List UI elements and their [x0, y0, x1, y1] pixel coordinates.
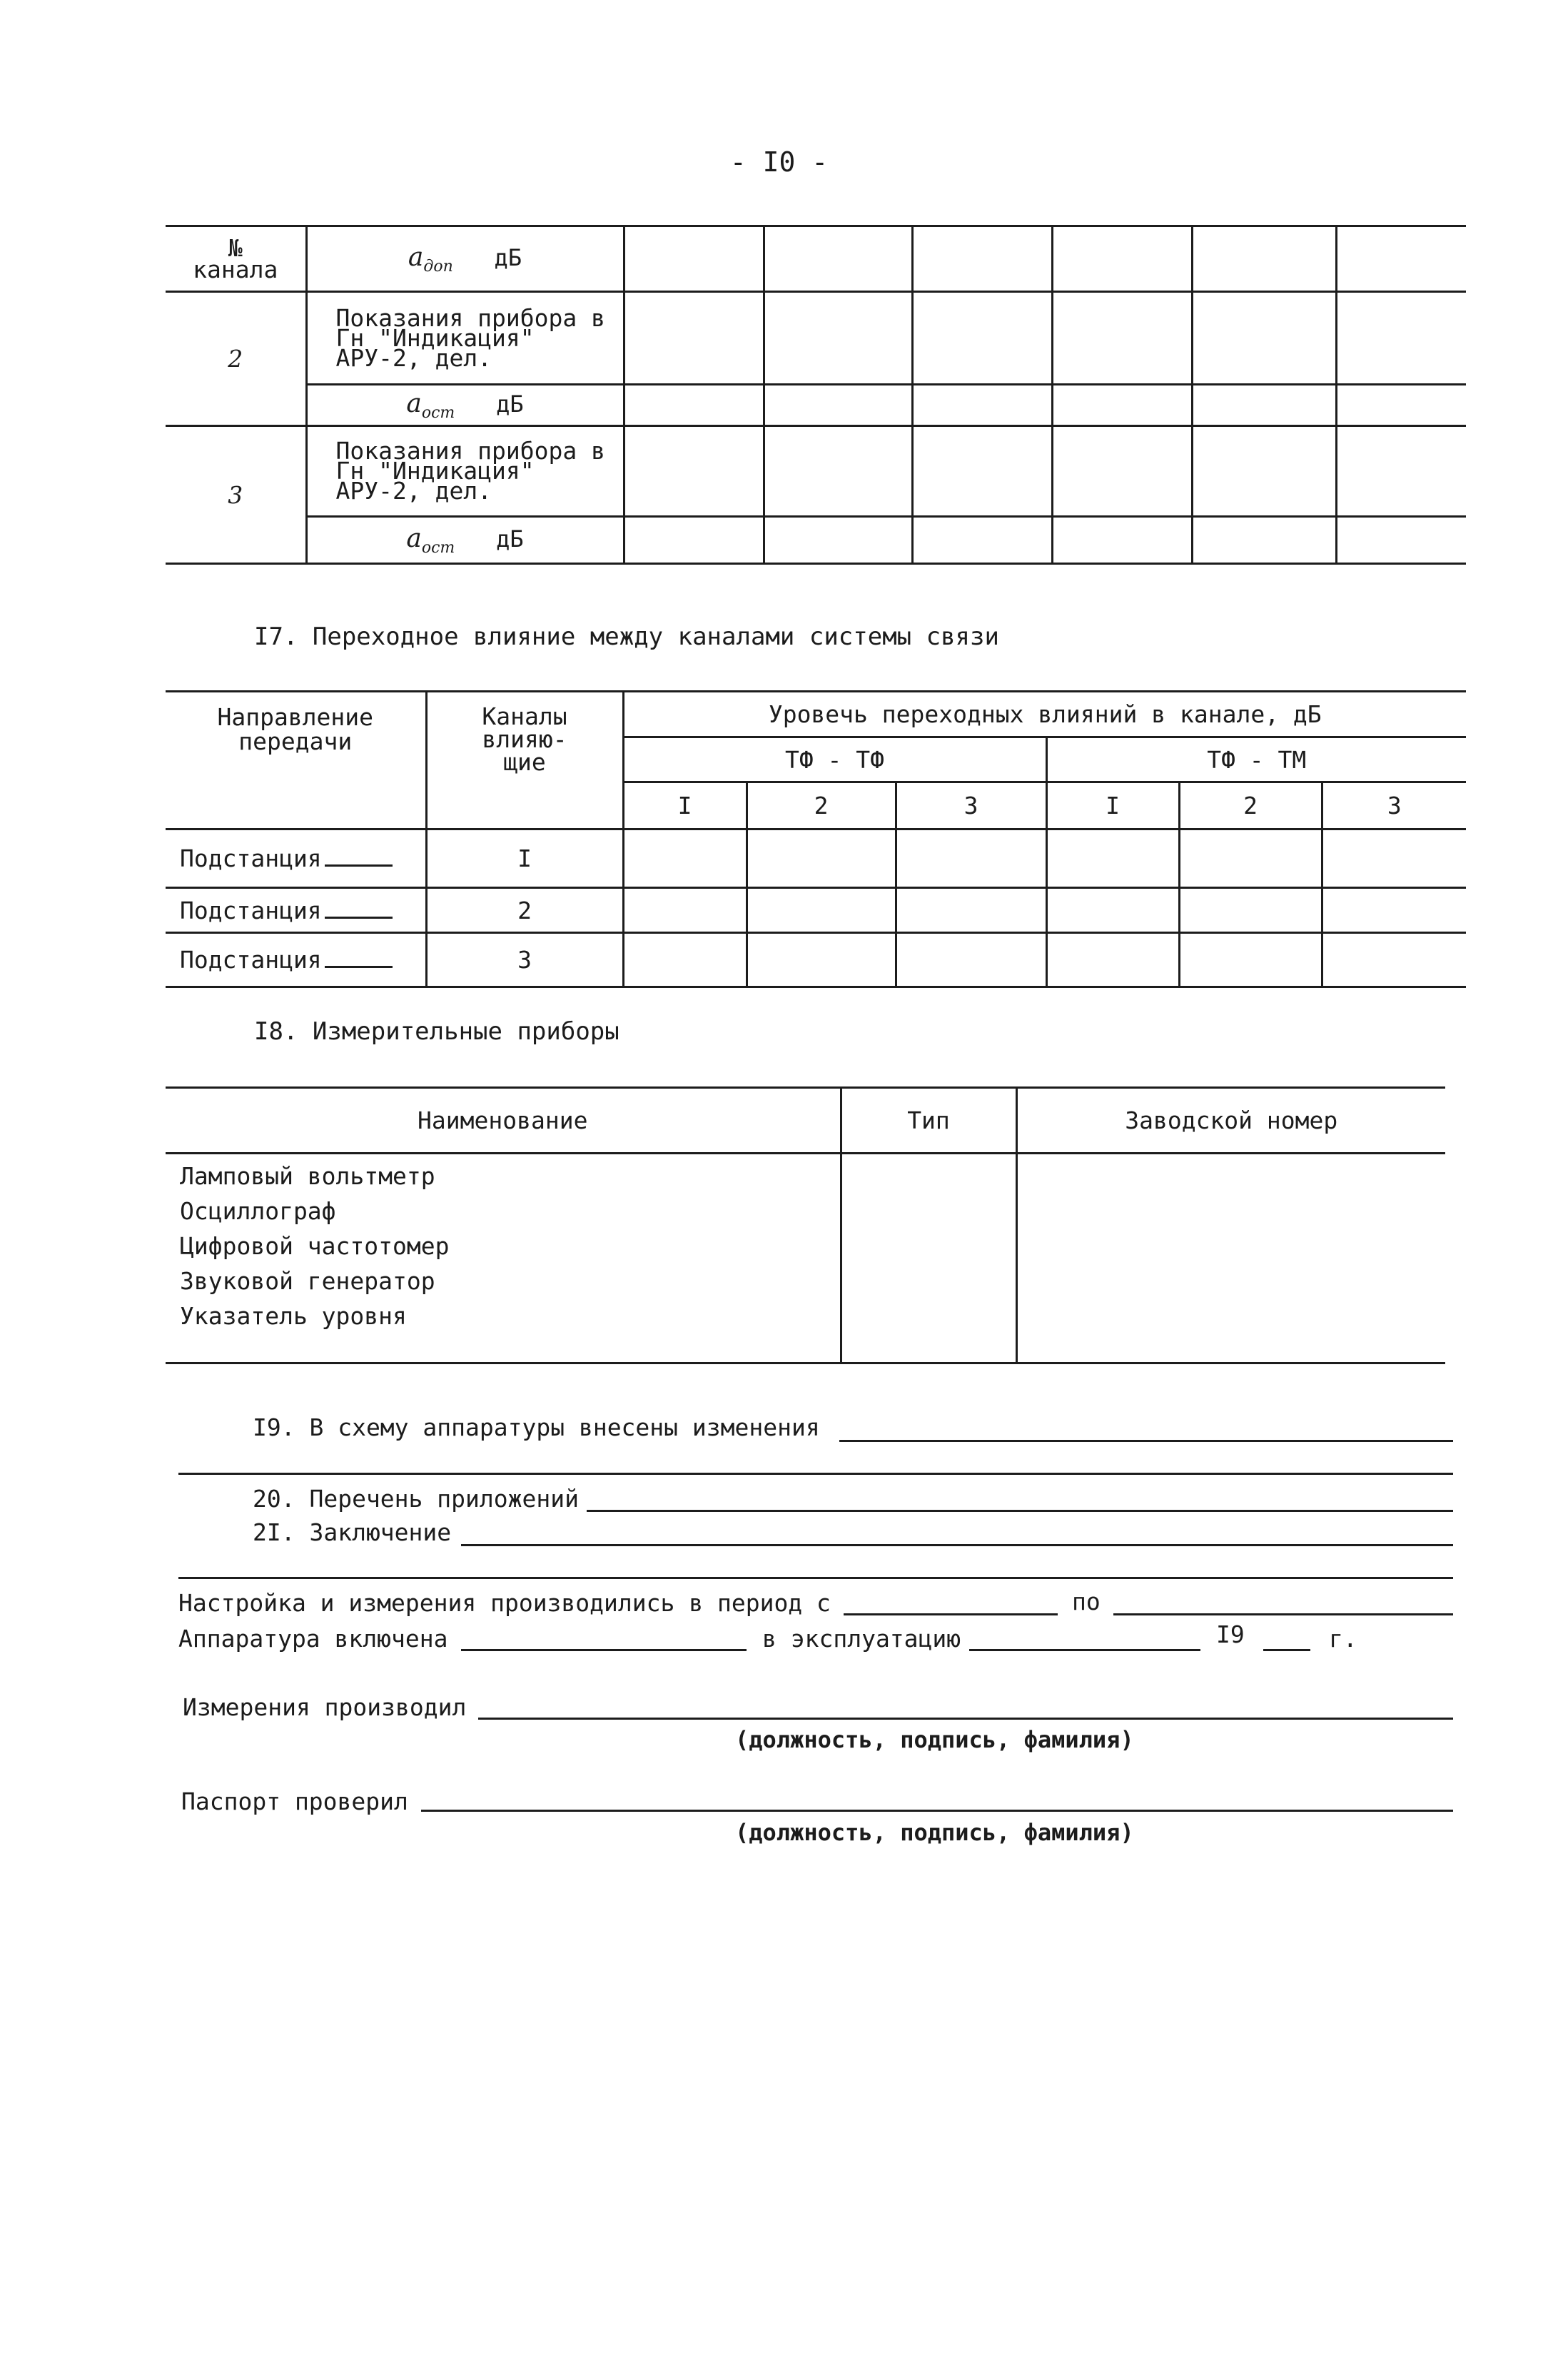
cell[interactable] — [624, 226, 764, 292]
cell[interactable] — [764, 292, 912, 385]
subcol-header: 3 — [1322, 782, 1466, 830]
cell[interactable] — [764, 517, 912, 564]
channel-measurement-table — [166, 225, 1466, 565]
measured-by-label: Измерения производил — [183, 1693, 467, 1721]
item-19-blank[interactable] — [839, 1440, 1453, 1442]
crosstalk-level-header: Уровечь переходных влияний в канале, дБ — [623, 692, 1466, 737]
blank-line[interactable] — [325, 966, 393, 968]
table-row — [166, 830, 1466, 888]
direction-cell[interactable] — [166, 830, 426, 888]
cell[interactable] — [1336, 426, 1466, 517]
type-column-header: Тип — [841, 1088, 1016, 1154]
table-row — [166, 888, 1466, 933]
list-item: Цифровой частотомер — [180, 1232, 450, 1260]
cell[interactable] — [1046, 888, 1179, 933]
item-20-label: 20. Перечень приложений — [253, 1485, 579, 1513]
cell[interactable] — [624, 385, 764, 426]
cell[interactable] — [623, 830, 747, 888]
cell[interactable] — [1192, 517, 1336, 564]
year-suffix: г. — [1329, 1625, 1357, 1653]
direction-header — [166, 692, 426, 830]
period-from-blank[interactable] — [844, 1613, 1058, 1615]
dop-subscript: доп — [423, 257, 453, 276]
cell[interactable] — [1322, 888, 1466, 933]
channel-3-a-ost-label — [306, 517, 624, 564]
label-line: АРУ-2, дел. — [335, 343, 492, 372]
cell[interactable] — [1192, 385, 1336, 426]
group-tf-tm: ТФ - ТМ — [1046, 737, 1466, 782]
section-17-heading: I7. Переходное влияние между каналами системы связи — [254, 622, 999, 651]
blank-line[interactable] — [325, 864, 393, 867]
unit-db: дБ — [496, 390, 524, 418]
cell[interactable] — [912, 292, 1052, 385]
channel-3-reading-label — [306, 426, 624, 517]
cell[interactable] — [1322, 933, 1466, 987]
cell[interactable] — [912, 517, 1052, 564]
cell[interactable] — [764, 226, 912, 292]
cell[interactable] — [747, 888, 896, 933]
header-line: щие — [503, 748, 546, 776]
channel-2-reading-label — [306, 292, 624, 385]
direction-cell[interactable] — [166, 888, 426, 933]
channel-2-a-ost-label — [306, 385, 624, 426]
cell[interactable] — [1336, 385, 1466, 426]
cell[interactable] — [1179, 830, 1322, 888]
substation-label: Подстанция — [180, 946, 322, 974]
period-label: Настройка и измерения производились в период с — [178, 1589, 831, 1617]
channel-word: канала — [193, 255, 278, 283]
cell[interactable] — [1052, 385, 1192, 426]
cell[interactable] — [896, 888, 1046, 933]
cell[interactable] — [624, 292, 764, 385]
serial-column-header: Заводской номер — [1016, 1088, 1445, 1154]
cell[interactable] — [896, 933, 1046, 987]
header-line: Каналы — [482, 702, 567, 730]
cell[interactable] — [764, 426, 912, 517]
measured-by-hint: (должность, подпись, фамилия) — [735, 1726, 1134, 1753]
label-line: Показания прибора в — [335, 437, 605, 465]
channel-cell: 3 — [426, 933, 623, 987]
substation-label: Подстанция — [180, 896, 322, 924]
list-item: Указатель уровня — [180, 1302, 407, 1330]
instrument-list — [166, 1154, 841, 1363]
cell[interactable] — [1192, 226, 1336, 292]
cell[interactable] — [624, 426, 764, 517]
channel-number-header — [166, 226, 306, 292]
instruments-table — [166, 1086, 1445, 1364]
subcol-header: 3 — [896, 782, 1046, 830]
cell[interactable] — [1052, 517, 1192, 564]
checked-by-blank[interactable] — [421, 1810, 1453, 1812]
subcol-header: 2 — [1179, 782, 1322, 830]
year-blank[interactable] — [1263, 1649, 1310, 1651]
cell[interactable] — [1192, 292, 1336, 385]
cell[interactable] — [912, 385, 1052, 426]
blank-line[interactable] — [325, 917, 393, 919]
serial-cell[interactable] — [1016, 1154, 1445, 1363]
ost-subscript: ост — [421, 403, 455, 422]
section-18-heading: I8. Измерительные приборы — [254, 1017, 619, 1046]
channel-2-number: 2 — [166, 292, 306, 426]
measured-by-blank[interactable] — [478, 1718, 1453, 1720]
subcol-header: I — [623, 782, 747, 830]
cell[interactable] — [1052, 226, 1192, 292]
a-symbol: a — [408, 242, 424, 272]
channel-cell: I — [426, 830, 623, 888]
included-label: Аппаратура включена — [178, 1625, 448, 1653]
included-blank[interactable] — [461, 1649, 747, 1651]
checked-by-hint: (должность, подпись, фамилия) — [735, 1819, 1134, 1846]
subcol-header: 2 — [747, 782, 896, 830]
header-line: Направление — [217, 703, 374, 731]
influencing-channels-header — [426, 692, 623, 830]
item-20-blank[interactable] — [587, 1510, 1453, 1512]
cell[interactable] — [623, 888, 747, 933]
cell[interactable] — [1179, 888, 1322, 933]
in-operation-blank[interactable] — [969, 1649, 1200, 1651]
cell[interactable] — [912, 226, 1052, 292]
cell[interactable] — [747, 933, 896, 987]
item-19-blank-continued[interactable] — [178, 1473, 1453, 1475]
cell[interactable] — [1046, 933, 1179, 987]
header-line: передачи — [238, 727, 353, 755]
cell[interactable] — [1179, 933, 1322, 987]
cell[interactable] — [1336, 226, 1466, 292]
list-item: Осциллограф — [180, 1197, 336, 1225]
group-tf-tf: ТФ - ТФ — [623, 737, 1046, 782]
channel-3-number: 3 — [166, 426, 306, 564]
unit-db: дБ — [496, 525, 524, 553]
list-item: Звуковой генератор — [180, 1267, 435, 1295]
label-line: Гн "Индикация" — [335, 457, 535, 485]
cell[interactable] — [1192, 426, 1336, 517]
in-operation-label: в эксплуатацию — [762, 1625, 961, 1653]
cell[interactable] — [747, 830, 896, 888]
item-21-label: 2I. Заключение — [253, 1518, 452, 1546]
a-symbol: a — [406, 388, 422, 418]
table-row — [166, 933, 1466, 987]
cell[interactable] — [1046, 830, 1179, 888]
cell[interactable] — [1322, 830, 1466, 888]
cell[interactable] — [1336, 292, 1466, 385]
number-sign: № — [228, 233, 243, 262]
page-number: - I0 - — [729, 146, 829, 178]
period-to-label: по — [1072, 1588, 1101, 1615]
period-to-blank[interactable] — [1113, 1613, 1453, 1615]
cell[interactable] — [1052, 426, 1192, 517]
name-column-header: Наименование — [166, 1088, 841, 1154]
cell[interactable] — [1336, 517, 1466, 564]
item-19-label: I9. В схему аппаратуры внесены изменения — [253, 1413, 820, 1441]
ost-subscript: ост — [421, 538, 455, 557]
label-line: АРУ-2, дел. — [335, 477, 492, 505]
cell[interactable] — [912, 426, 1052, 517]
item-21-blank-continued[interactable] — [178, 1577, 1453, 1579]
a-symbol: a — [406, 523, 422, 553]
checked-by-label: Паспорт проверил — [181, 1787, 408, 1815]
unit-db: дБ — [494, 243, 522, 271]
cell[interactable] — [896, 830, 1046, 888]
substation-label: Подстанция — [180, 844, 322, 872]
channel-cell: 2 — [426, 888, 623, 933]
a-dop-label — [306, 226, 624, 292]
cell[interactable] — [623, 933, 747, 987]
crosstalk-table — [166, 690, 1466, 988]
item-21-blank[interactable] — [461, 1544, 1453, 1546]
label-line: Показания прибора в — [335, 303, 605, 332]
header-line: влияю- — [482, 725, 567, 753]
cell[interactable] — [1052, 292, 1192, 385]
label-line: Гн "Индикация" — [335, 323, 535, 352]
cell[interactable] — [764, 385, 912, 426]
type-cell[interactable] — [841, 1154, 1016, 1363]
cell[interactable] — [624, 517, 764, 564]
subcol-header: I — [1046, 782, 1179, 830]
year-prefix: I9 — [1216, 1620, 1245, 1648]
list-item: Ламповый вольтметр — [180, 1162, 435, 1190]
direction-cell[interactable] — [166, 933, 426, 987]
